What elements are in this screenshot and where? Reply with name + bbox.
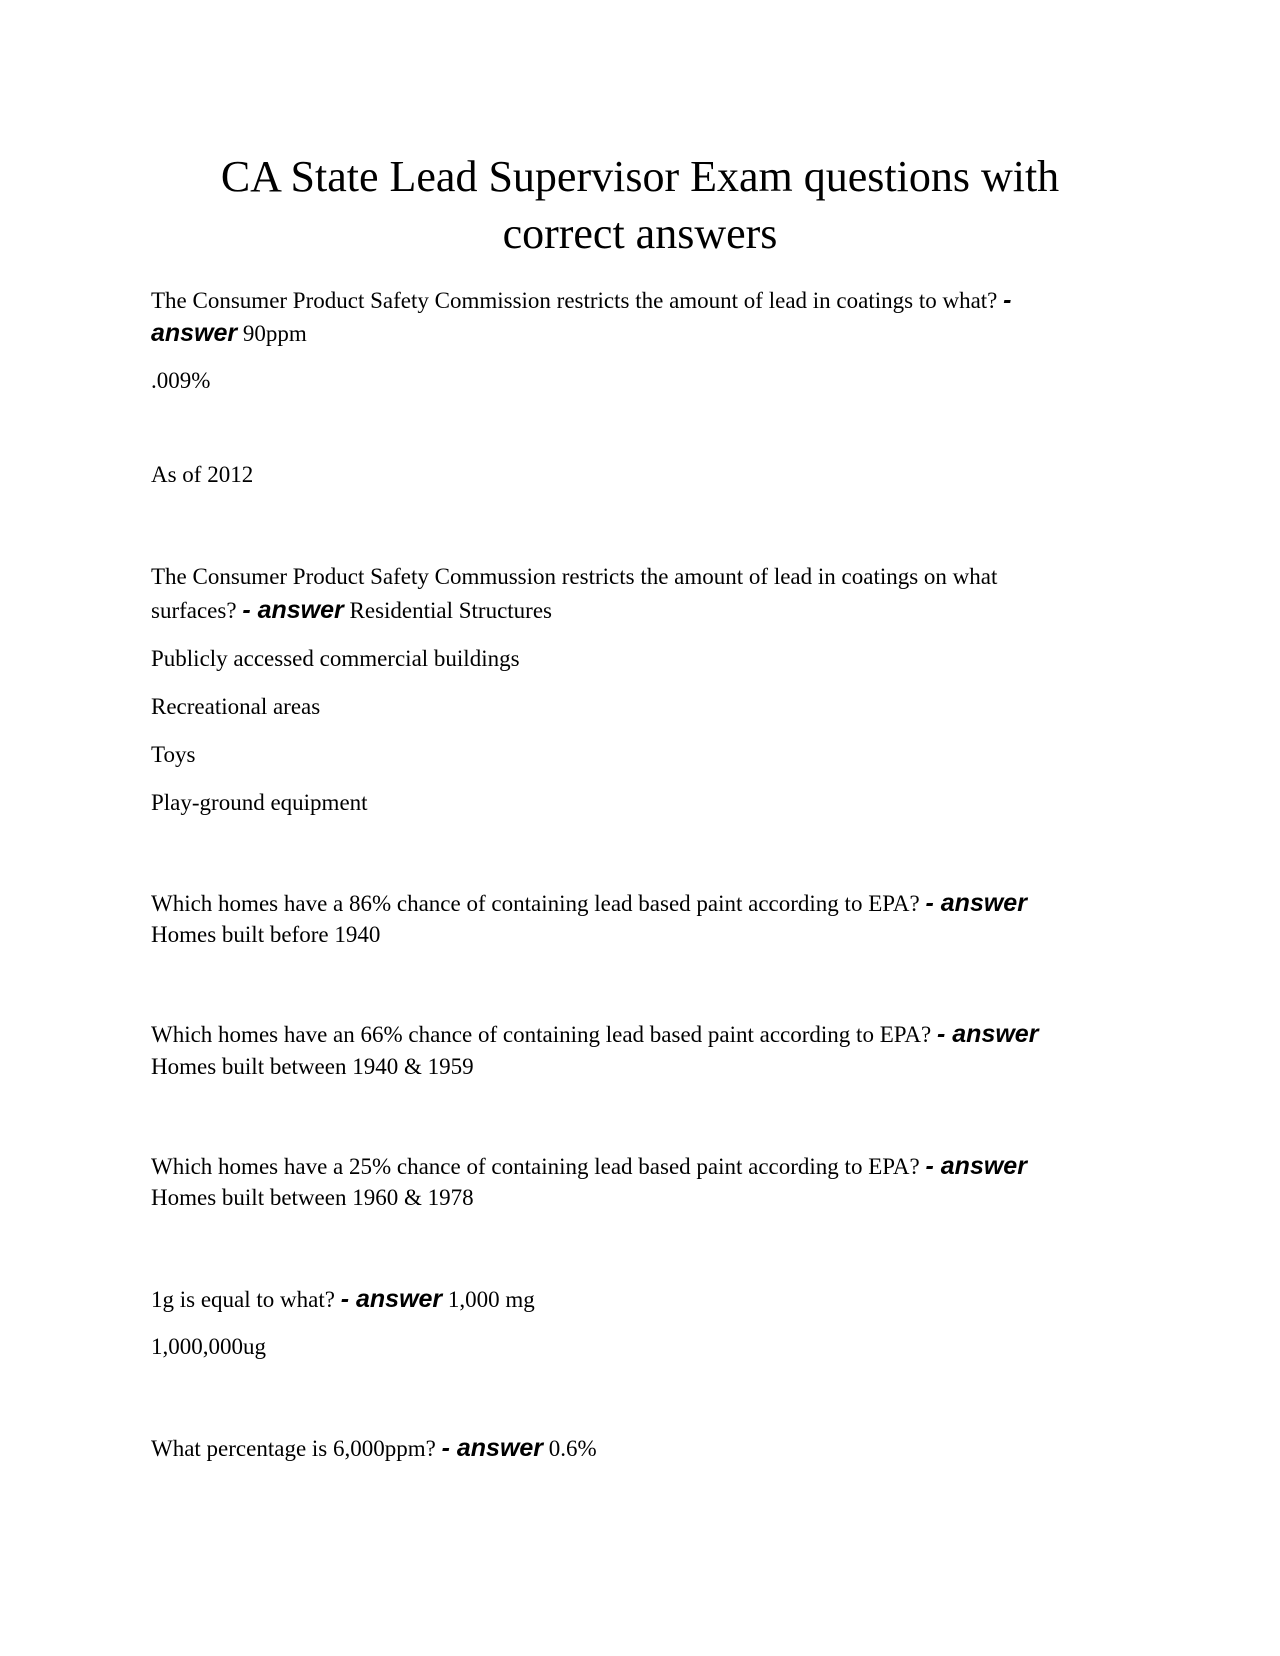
answer-4-text: Homes built between 1940 & 1959 (151, 1054, 474, 1079)
answer-2-extra-2: Recreational areas (151, 694, 321, 719)
document-title (150, 148, 1130, 262)
answer-6-text: 1,000 mg (447, 1287, 535, 1312)
question-2-text: The Consumer Product Safety Commussion restricts the amount of lead in coatings on what (151, 564, 998, 589)
answer-2-extra-1: Publicly accessed commercial buildings (151, 646, 520, 671)
answer-7-text: 0.6% (548, 1436, 597, 1461)
answer-marker: - answer (340, 1285, 443, 1313)
answer-marker: - answer (242, 596, 344, 624)
answer-6-extra-1: 1,000,000ug (151, 1334, 266, 1359)
answer-2-extra-3: Toys (151, 742, 196, 767)
answer-1-extra-1: .009% (151, 368, 211, 393)
answer-1-line (151, 319, 307, 348)
answer-2-extra-4: Play-ground equipment (151, 790, 368, 815)
question-6-text: 1g is equal to what? - answer 1,000 mg (151, 1285, 535, 1313)
question-1-text: The Consumer Product Safety Commission restricts the amount of lead in coatings to what? - (151, 286, 1012, 314)
answer-marker: - answer (937, 1020, 1039, 1048)
title-line-1: CA State Lead Supervisor Exam questions with (220, 152, 1060, 201)
answer-5-text: Homes built between 1960 & 1978 (151, 1185, 474, 1210)
question-3-text: Which homes have a 86% chance of containing lead based paint according to EPA? - answer (151, 889, 1027, 917)
answer-1-extra-2: As of 2012 (151, 462, 254, 487)
question-2-line-2: surfaces? - answer Residential Structures (151, 596, 553, 624)
answer-2-text: Residential Structures (349, 598, 553, 623)
answer-marker-dash: - (1003, 286, 1012, 314)
question-5-text: Which homes have a 25% chance of containing lead based paint according to EPA? - answer (151, 1152, 1027, 1180)
question-7-text: What percentage is 6,000ppm? - answer 0.6% (151, 1434, 597, 1462)
question-4-text: Which homes have an 66% chance of containing lead based paint according to EPA? - answer (151, 1020, 1039, 1048)
answer-marker: - answer (925, 1152, 1027, 1180)
answer-1-text: 90ppm (242, 321, 307, 346)
answer-marker: - answer (925, 889, 1027, 917)
answer-marker: answer (151, 319, 238, 347)
answer-marker: - answer (441, 1434, 544, 1462)
answer-3-text: Homes built before 1940 (151, 922, 381, 947)
title-line-2: correct answers (502, 209, 778, 258)
